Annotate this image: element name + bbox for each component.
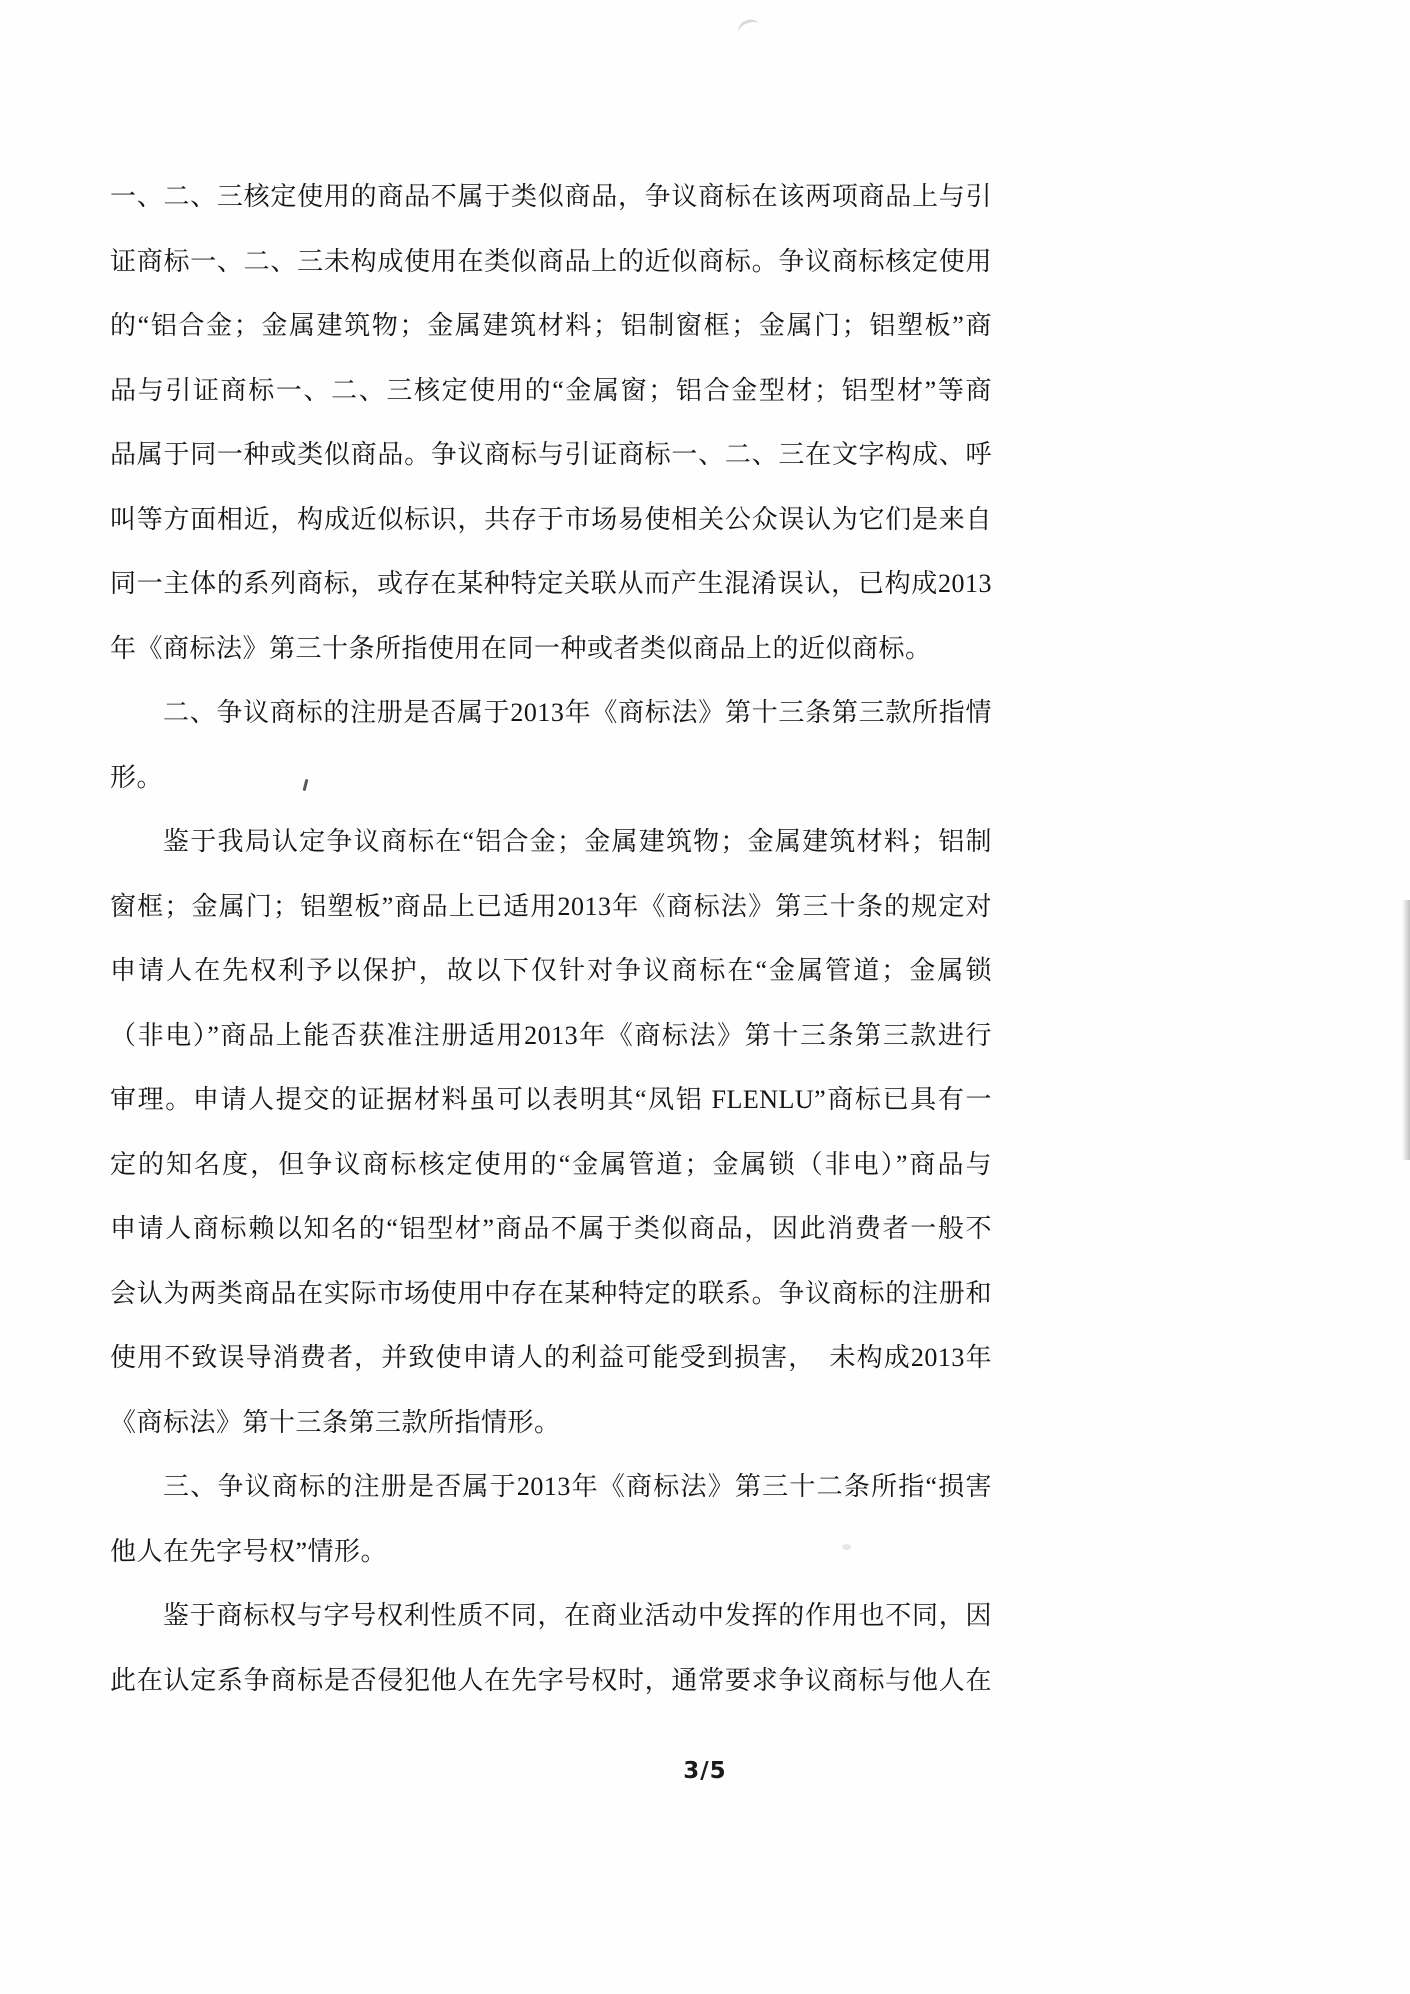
page-number: 3/5 bbox=[683, 1758, 727, 1784]
text-line: （非电）”商品上能否获准注册适用2013年《商标法》第十三条第三款进行 bbox=[110, 1020, 992, 1050]
text-line: 使用不致误导消费者，并致使申请人的利益可能受到损害， 未构成2013年 bbox=[110, 1343, 992, 1372]
text-line: 《商标法》第十三条第三款所指情形。 bbox=[110, 1407, 561, 1437]
text-line: 申请人商标赖以知名的“铝型材”商品不属于类似商品，因此消费者一般不 bbox=[110, 1214, 992, 1243]
text-line: 审理。申请人提交的证据材料虽可以表明其“凤铝 FLENLU”商标已具有一 bbox=[110, 1085, 992, 1114]
text-line: 年《商标法》第三十条所指使用在同一种或者类似商品上的近似商标。 bbox=[110, 633, 932, 663]
text-line: 定的知名度，但争议商标核定使用的“金属管道；金属锁（非电）”商品与 bbox=[110, 1149, 992, 1179]
scan-edge-shadow-artifact bbox=[1402, 900, 1410, 1160]
text-line: 品与引证商标一、二、三核定使用的“金属窗；铝合金型材；铝型材”等商 bbox=[110, 375, 992, 405]
text-line: 此在认定系争商标是否侵犯他人在先字号权时，通常要求争议商标与他人在 bbox=[110, 1665, 992, 1695]
text-line: 证商标一、二、三未构成使用在类似商品上的近似商标。争议商标核定使用 bbox=[110, 246, 992, 276]
text-line: 品属于同一种或类似商品。争议商标与引证商标一、二、三在文字构成、呼 bbox=[110, 440, 992, 469]
text-line: 同一主体的系列商标，或存在某种特定关联从而产生混淆误认，已构成2013 bbox=[110, 569, 992, 598]
text-line: 窗框；金属门；铝塑板”商品上已适用2013年《商标法》第三十条的规定对 bbox=[110, 891, 992, 921]
text-line: 他人在先字号权”情形。 bbox=[110, 1536, 388, 1566]
text-line: 的“铝合金；金属建筑物；金属建筑材料；铝制窗框；金属门；铝塑板”商 bbox=[110, 311, 992, 340]
document-body bbox=[110, 165, 992, 1713]
scan-dot-artifact bbox=[842, 1544, 851, 1550]
text-line: 叫等方面相近，构成近似标识，共存于市场易使相关公众误认为它们是来自 bbox=[110, 504, 992, 534]
text-line: 一、二、三核定使用的商品不属于类似商品，争议商标在该两项商品上与引 bbox=[110, 182, 992, 211]
text-line: 二、争议商标的注册是否属于2013年《商标法》第十三条第三款所指情 bbox=[163, 698, 992, 727]
text-line: 三、争议商标的注册是否属于2013年《商标法》第三十二条所指“损害 bbox=[163, 1472, 992, 1501]
text-line: 申请人在先权利予以保护，故以下仅针对争议商标在“金属管道；金属锁 bbox=[110, 956, 992, 985]
text-line: 会认为两类商品在实际市场使用中存在某种特定的联系。争议商标的注册和 bbox=[110, 1278, 992, 1308]
text-line: 鉴于商标权与字号权利性质不同，在商业活动中发挥的作用也不同，因 bbox=[163, 1601, 992, 1630]
text-line: 形。 bbox=[110, 762, 164, 792]
scan-smudge-artifact bbox=[736, 16, 763, 40]
text-line: 鉴于我局认定争议商标在“铝合金；金属建筑物；金属建筑材料；铝制 bbox=[163, 827, 992, 856]
